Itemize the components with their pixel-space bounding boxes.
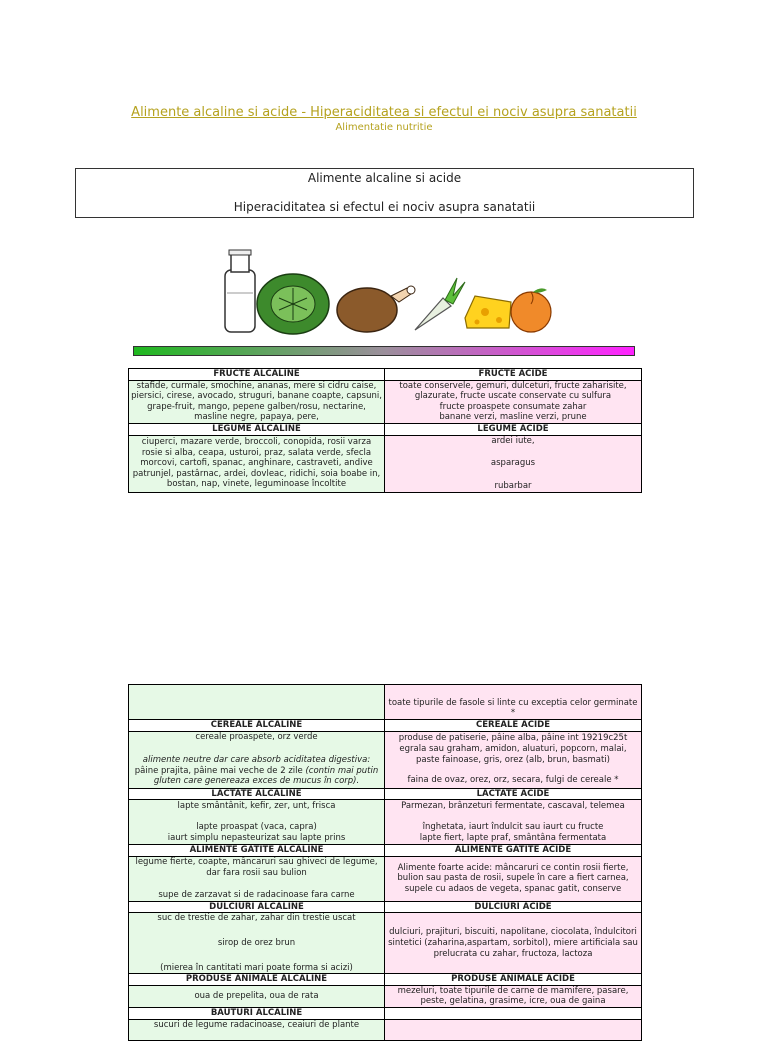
alkaline-legumes-cell xyxy=(129,685,385,720)
acid-fruits-1: toate conservele, gemuri, dulceturi, fructe zaharisite, glazurate, fructe uscate conservate cu sulfura xyxy=(399,380,627,402)
category-label[interactable]: Alimentatie nutritie xyxy=(335,122,433,133)
header-acid-dairy: LACTATE ACIDE xyxy=(385,788,642,800)
table-row xyxy=(129,788,642,800)
alk-sweets-1: suc de trestie de zahar, zahar din trestie uscat xyxy=(157,913,356,924)
header-alkaline-dairy: LACTATE ALCALINE xyxy=(129,788,385,800)
header-alkaline-fruits: FRUCTE ALCALINE xyxy=(129,369,385,381)
table-other-foods xyxy=(128,684,642,1041)
table-row xyxy=(129,985,642,1007)
alk-cereals-4: (contin mai putin gluten care genereaza exces de mucus în corp). xyxy=(153,765,379,787)
table-row xyxy=(129,800,642,845)
table-fruits-vegetables xyxy=(128,368,642,493)
table-row xyxy=(129,685,642,720)
acid-cereals-cell xyxy=(385,731,642,788)
header-acid-fruits: FRUCTE ACIDE xyxy=(385,369,642,381)
alkaline-dairy-cell xyxy=(129,800,385,845)
acid-legumes-cell: toate tipurile de fasole si linte cu exceptia celor germinate * xyxy=(385,685,642,720)
acid-cereals-1: produse de patiserie, pâine alba, pâine int 19219c25t egrala sau graham, amidon, aluaturi, popcorn, malai, paste fainoase, gris, orez (alb, brun, basmati) xyxy=(398,733,628,765)
box-line-2: Hiperaciditatea si efectul ei nociv asupra sanatatii xyxy=(233,200,536,214)
ph-gradient-bar xyxy=(133,346,635,356)
cabbage-icon xyxy=(257,274,329,334)
acid-cereals-2: faina de ovaz, orez, orz, secara, fulgi de cereale * xyxy=(407,775,619,786)
carrot-icon xyxy=(415,278,465,330)
table-row xyxy=(129,423,642,435)
header-acid-vegetables: LEGUME ACIDE xyxy=(385,423,642,435)
alkaline-sweets-cell xyxy=(129,913,385,974)
roast-chicken-icon xyxy=(337,286,415,332)
alk-sweets-2: sirop de orez brun xyxy=(217,937,296,948)
table-row xyxy=(129,856,642,901)
table-row xyxy=(129,901,642,913)
cheese-icon xyxy=(465,296,511,328)
header-acid-cooked: ALIMENTE GATITE ACIDE xyxy=(385,845,642,857)
alk-sweets-3: (mierea în cantitati mari poate forma si acizi) xyxy=(160,962,353,973)
acid-dairy-2: înghetata, iaurt îndulcit sau iaurt cu fructe xyxy=(422,822,604,833)
header-alkaline-cooked: ALIMENTE GATITE ALCALINE xyxy=(129,845,385,857)
header-acid-cereals: CEREALE ACIDE xyxy=(385,720,642,732)
table-row xyxy=(129,435,642,492)
alk-cereals-2: alimente neutre dar care absorb aciditatea digestiva: xyxy=(142,755,371,765)
alk-dairy-3: iaurt simplu nepasteurizat sau lapte prins xyxy=(167,832,346,843)
alkaline-drinks-cell: sucuri de legume radacinoase, ceaiuri de plante xyxy=(129,1019,385,1040)
header-alkaline-animal: PRODUSE ANIMALE ALCALINE xyxy=(129,974,385,986)
table-row xyxy=(129,731,642,788)
table-row xyxy=(129,1007,642,1019)
alk-cooked-1: legume fierte, coapte, mâncaruri sau ghiveci de legume, dar fara rosii sau bulion xyxy=(135,857,378,878)
acid-animal-cell: mezeluri, toate tipurile de carne de mamifere, pasare, peste, gelatina, grasime, icre, oua de gaina xyxy=(385,985,642,1007)
title-box xyxy=(75,168,694,218)
acid-fruits-cell xyxy=(385,380,642,423)
acid-veg-2: asparagus xyxy=(490,458,536,469)
header-alkaline-sweets: DULCIURI ALCALINE xyxy=(129,901,385,913)
acid-dairy-1: Parmezan, brânzeturi fermentate, cascaval, telemea xyxy=(401,800,625,811)
table-row xyxy=(129,845,642,857)
alk-cooked-2: supe de zarzavat si de radacinoase fara carne xyxy=(158,889,355,900)
table-row xyxy=(129,720,642,732)
header-acid-sweets: DULCIURI ACIDE xyxy=(385,901,642,913)
alkaline-cereals-cell xyxy=(129,731,385,788)
header-alkaline-cereals: CEREALE ALCALINE xyxy=(129,720,385,732)
alkaline-animal-cell: oua de prepelita, oua de rata xyxy=(129,985,385,1007)
acid-fruits-2: fructe proaspete consumate zahar xyxy=(439,401,587,412)
acid-dairy-3: lapte fiert, lapte praf, smântâna fermentata xyxy=(419,832,607,843)
alk-dairy-1: lapte smântânit, kefir, zer, unt, frisca xyxy=(177,800,336,811)
header-alkaline-vegetables: LEGUME ALCALINE xyxy=(129,423,385,435)
acid-cooked-cell: Alimente foarte acide: mâncaruri ce contin rosii fierte, bulion sau pasta de rosii, supele în care a fiert carnea, supele cu adaos de vegeta, spanac gatit, conserve xyxy=(385,856,642,901)
page-title[interactable]: Alimente alcaline si acide - Hiperaciditatea si efectul ei nociv asupra sanatatii xyxy=(131,105,637,120)
alkaline-fruits-cell: stafide, curmale, smochine, ananas, mere si cidru caise, piersici, cirese, avocado, struguri, banane coapte, capsuni, grape-fruit, mango, pepene galben/rosu, nectarine, masline negre, papaya, pere, xyxy=(129,380,385,423)
alkaline-vegetables-cell: ciuperci, mazare verde, broccoli, conopida, rosii varza rosie si alba, ceapa, usturoi, praz, salata verde, sfecla morcovi, cartofi, spanac, anghinare, castraveti, andive patrunjel, pastârnac, ardei, dovleac, ridichi, soia boabe in, bostan, nap, vinete, leguminoase încoltite xyxy=(129,435,385,492)
table-row xyxy=(129,380,642,423)
alk-cereals-1: cereale proaspete, orz verde xyxy=(195,732,318,743)
header-alkaline-drinks: BAUTURI ALCALINE xyxy=(129,1007,385,1019)
acid-sweets-cell: dulciuri, prajituri, biscuiti, napolitane, ciocolata, îndulcitori sintetici (zaharina,aspartam, sorbitol), miere artificiala sau prelucrata cu zahar, fructoza, lactoza xyxy=(385,913,642,974)
acid-vegetables-cell xyxy=(385,435,642,492)
acid-veg-3: rubarbar xyxy=(494,480,532,491)
header-acid-animal: PRODUSE ANIMALE ACIDE xyxy=(385,974,642,986)
table-row xyxy=(129,913,642,974)
table-row xyxy=(129,369,642,381)
peach-icon xyxy=(511,288,551,332)
table-row xyxy=(129,1019,642,1040)
alk-dairy-2: lapte proaspat (vaca, capra) xyxy=(196,822,317,833)
header-acid-drinks xyxy=(385,1007,642,1019)
milk-bottle-icon xyxy=(225,250,255,332)
acid-fruits-3: banane verzi, masline verzi, prune xyxy=(439,412,587,423)
box-line-1: Alimente alcaline si acide xyxy=(307,171,462,185)
alkaline-cooked-cell xyxy=(129,856,385,901)
acid-dairy-cell xyxy=(385,800,642,845)
alk-cereals-3: pâine prajita, pâine mai veche de 2 zile xyxy=(134,765,303,776)
table-row xyxy=(129,974,642,986)
food-illustration xyxy=(215,248,555,340)
acid-drinks-cell xyxy=(385,1019,642,1040)
acid-veg-1: ardei iute, xyxy=(491,435,535,446)
